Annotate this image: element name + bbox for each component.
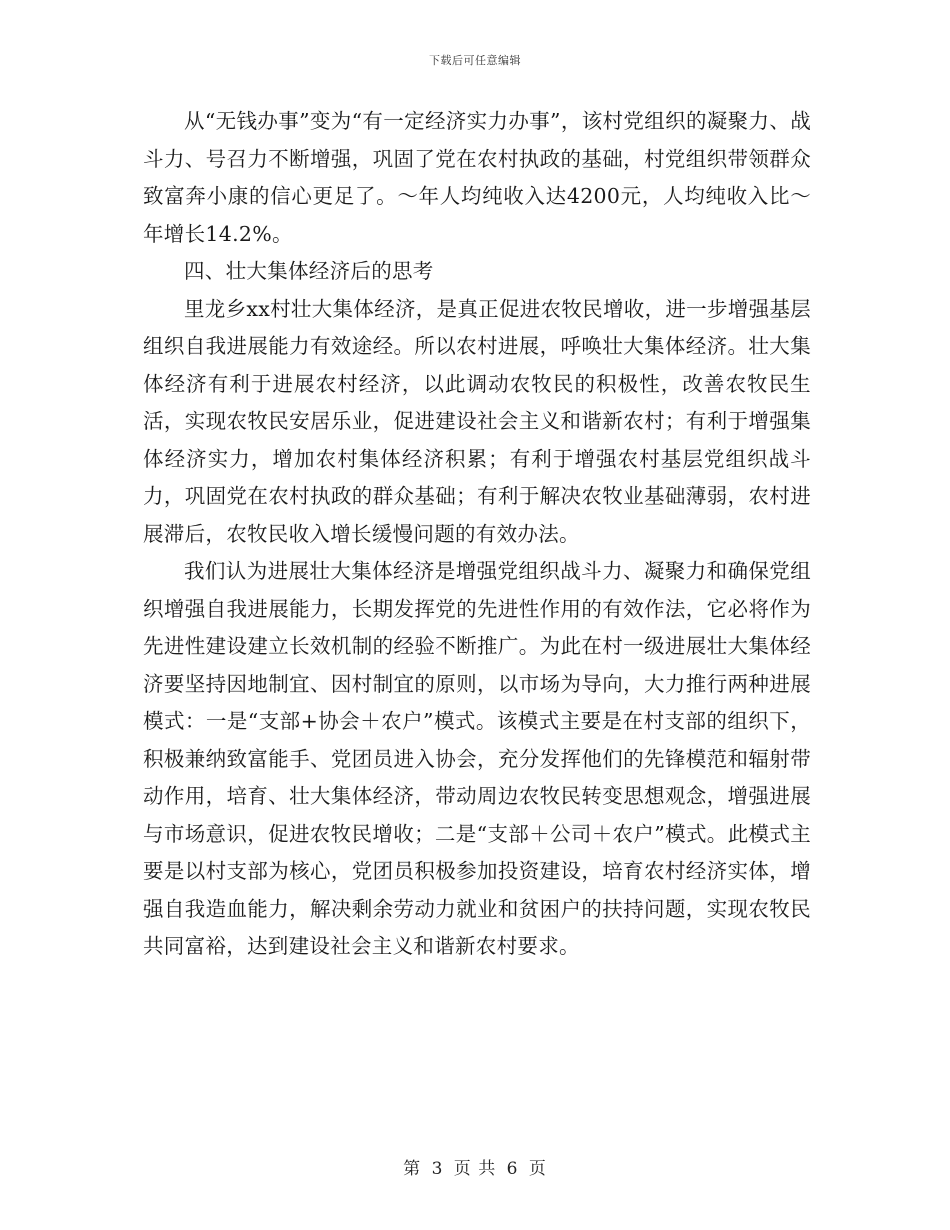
total-page-count: 6 — [506, 1159, 519, 1179]
paragraph-1: 从“无钱办事”变为“有一定经济实力办事”，该村党组织的凝聚力、战斗力、号召力不断增强，巩固了党在农村执政的基础，村党组织带领群众致富奔小康的信心更足了。～年人均纯收入达4200元，人均纯收入比～年增长14.2%。 — [143, 109, 811, 246]
section-heading: 四、壮大集体经济后的思考 — [184, 259, 434, 283]
page-footer — [0, 1154, 950, 1179]
page-header-note: 下载后可任意编辑 — [429, 54, 521, 67]
footer-prefix: 第 — [403, 1159, 422, 1179]
document-body — [143, 103, 811, 966]
footer-suffix: 页 — [528, 1159, 547, 1179]
paragraph-3: 我们认为进展壮大集体经济是增强党组织战斗力、凝聚力和确保党组织增强自我进展能力，长期发挥党的先进性作用的有效作法，它必将作为先进性建设建立长效机制的经验不断推广。为此在村一级进展壮大集体经济要坚持因地制宜、因村制宜的原则，以市场为导向，大力推行两种进展模式：一是“支部+协会＋农户”模式。该模式主要是在村支部的组织下，积极兼纳致富能手、党团员进入协会，充分发挥他们的先锋模范和辐射带动作用，培育、壮大集体经济，带动周边农牧民转变思想观念，增强进展与市场意识，促进农牧民增收；二是“支部＋公司＋农户”模式。此模式主要是以村支部为核心，党团员积极参加投资建设，培育农村经济实体，增强自我造血能力，解决剩余劳动力就业和贫困户的扶持问题，实现农牧民共同富裕，达到建设社会主义和谐新农村要求。 — [143, 559, 811, 958]
current-page-number: 3 — [431, 1159, 444, 1179]
footer-middle: 页 共 — [453, 1159, 497, 1179]
paragraph-2: 里龙乡xx村壮大集体经济，是真正促进农牧民增收，进一步增强基层组织自我进展能力有效途经。所以农村进展，呼唤壮大集体经济。壮大集体经济有利于进展农村经济，以此调动农牧民的积极性，改善农牧民生活，实现农牧民安居乐业，促进建设社会主义和谐新农村；有利于增强集体经济实力，增加农村集体经济积累；有利于增强农村基层党组织战斗力，巩固党在农村执政的群众基础；有利于解决农牧业基础薄弱，农村进展滞后，农牧民收入增长缓慢问题的有效办法。 — [143, 296, 811, 546]
